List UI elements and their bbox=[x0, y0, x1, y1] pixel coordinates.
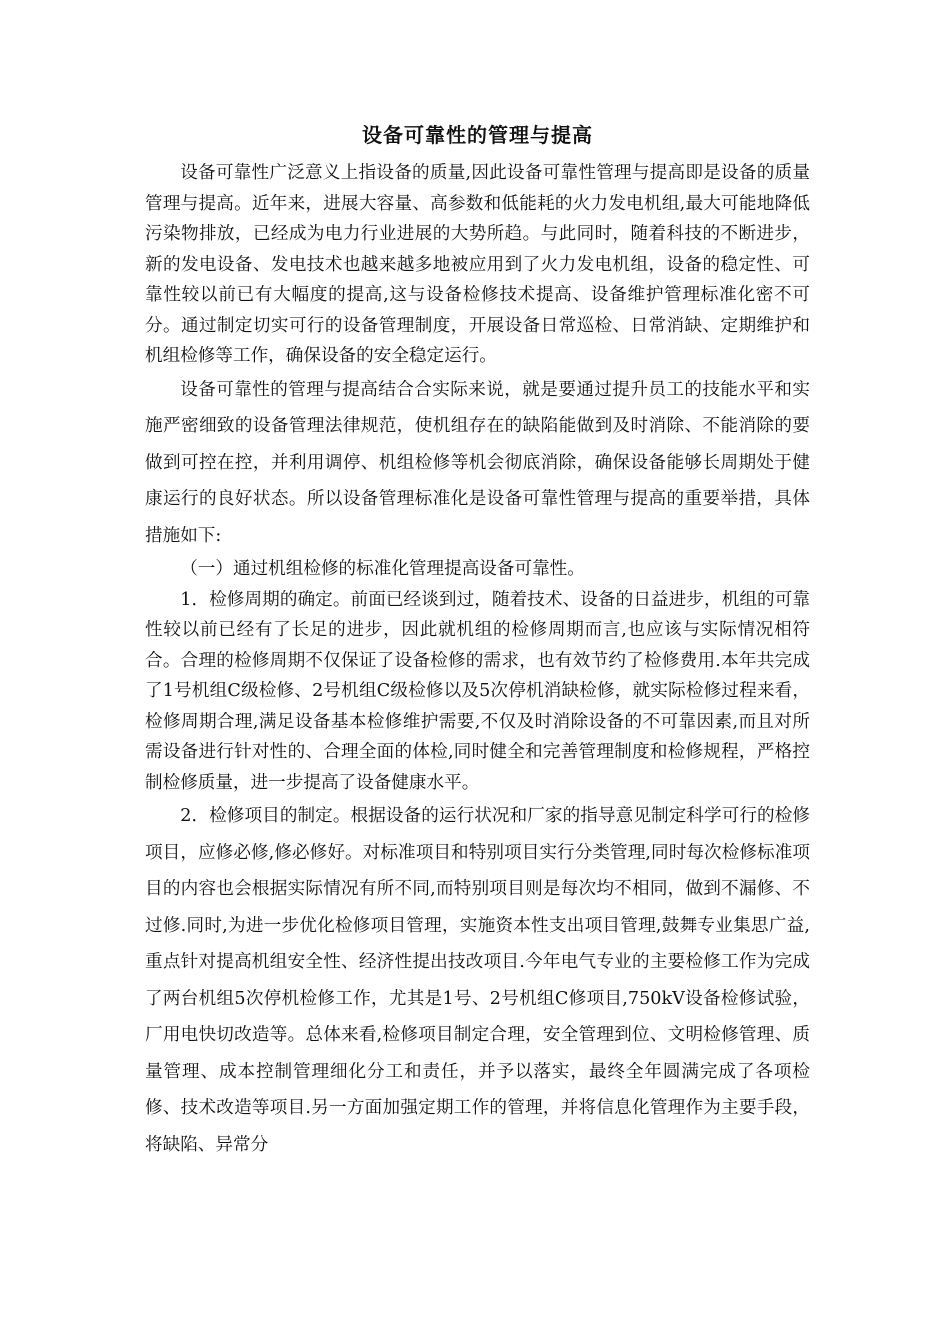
paragraph-management: 设备可靠性的管理与提高结合合实际来说，就是要通过提升员工的技能水平和实施严密细致的设备管理法律规范，使机组存在的缺陷能做到及时消除、不能消除的要做到可控在控，并利用调停、机组检修等机会彻底消除，确保设备能够长周期处于健康运行的良好状态。所以设备管理标准化是设备可靠性管理与提高的重要举措，具体措施如下: bbox=[145, 379, 810, 546]
document-title: 设备可靠性的管理与提高 bbox=[362, 123, 593, 147]
paragraph-intro: 设备可靠性广泛意义上指设备的质量,因此设备可靠性管理与提高即是设备的质量管理与提高。近年来，进展大容量、高参数和低能耗的火力发电机组,最大可能地降低污染物排放，已经成为电力行业进展的大势所趋。与此同时，随着科技的不断进步，新的发电设备、发电技术也越来越多地被应用到了火力发电机组，设备的稳定性、可靠性较以前已有大幅度的提高,这与设备检修技术提高、设备维护管理标准化密不可分。通过制定切实可行的设备管理制度，开展设备日常巡检、日常消缺、定期维护和机组检修等工作，确保设备的安全稳定运行。 bbox=[145, 163, 810, 366]
document-body bbox=[145, 118, 810, 1163]
paragraph-inspection-cycle: 1．检修周期的确定。前面已经谈到过，随着技术、设备的日益进步，机组的可靠性较以前已经有了长足的进步，因此就机组的检修周期而言,也应该与实际情况相符合。合理的检修周期不仅保证了设备检修的需求，也有效节约了检修费用.本年共完成了1号机组C级检修、2号机组C级检修以及5次停机消缺检修，就实际检修过程来看，检修周期合理,满足设备基本检修维护需要,不仅及时消除设备的不可靠因素,而且对所需设备进行针对性的、合理全面的体检,同时健全和完善管理制度和检修规程，严格控制检修质量，进一步提高了设备健康水平。 bbox=[145, 589, 810, 793]
paragraph-inspection-items: 2．检修项目的制定。根据设备的运行状况和厂家的指导意见制定科学可行的检修项目，应修必修,修必修好。对标准项目和特别项目实行分类管理,同时每次检修标准项目的内容也会根据实际情况有所不同,而特别项目则是每次均不相同，做到不漏修、不过修.同时,为进一步优化检修项目管理，实施资本性支出项目管理,鼓舞专业集思广益,重点针对提高机组安全性、经济性提出技改项目.今年电气专业的主要检修工作为完成了两台机组5次停机检修工作，尤其是1号、2号机组C修项目,750kV设备检修试验，厂用电快切改造等。总体来看,检修项目制定合理，安全管理到位、文明检修管理、质量管理、成本控制管理细化分工和责任，并予以落实，最终全年圆满完成了各项检修、技术改造等项目.另一方面加强定期工作的管理，并将信息化管理作为主要手段，将缺陷、异常分 bbox=[145, 806, 810, 1155]
section-heading-1: （一）通过机组检修的标准化管理提高设备可靠性。 bbox=[180, 559, 585, 579]
